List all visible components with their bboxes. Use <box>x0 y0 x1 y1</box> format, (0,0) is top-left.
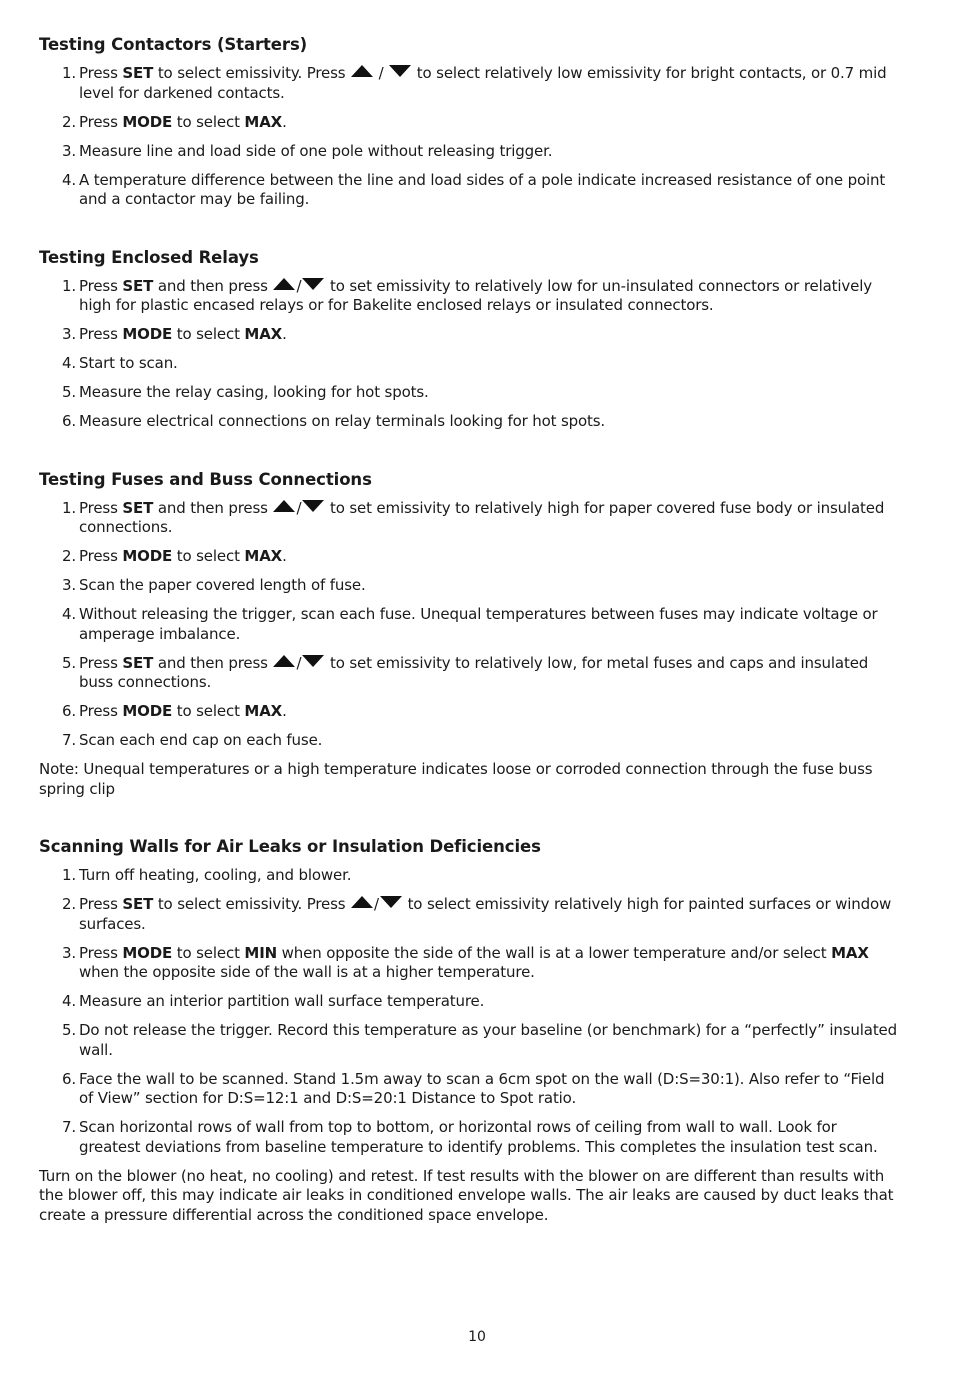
step-text: when opposite the side of the wall is at a lower temperature and/or select <box>277 943 832 962</box>
bold-text: MAX <box>831 943 869 962</box>
step-text: Scan horizontal rows of wall from top to bottom, or horizontal rows of ceiling from wall to wall. Look for greatest deviations from baseline temperature to identify problems. This completes the insulation test scan. <box>79 1118 878 1156</box>
section <box>39 34 901 210</box>
step-text: and then press <box>153 498 273 517</box>
list-item <box>39 605 901 644</box>
step-number: 7. <box>62 731 77 749</box>
bold-text: SET <box>122 653 154 672</box>
step-text: to select emissivity. Press <box>153 895 351 913</box>
step-text: / <box>374 895 379 913</box>
list-item <box>39 325 901 345</box>
step-number: 3. <box>62 325 77 343</box>
up-arrow-icon <box>351 896 373 908</box>
step-text: Measure the relay casing, looking for hot spots. <box>79 383 429 401</box>
section <box>39 469 901 800</box>
step-text: and then press <box>153 276 273 295</box>
step-text: Scan each end cap on each fuse. <box>79 731 323 749</box>
step-text: Press <box>79 653 123 672</box>
list-item <box>39 354 901 374</box>
step-number: 2. <box>62 895 77 913</box>
list-item <box>39 1070 901 1109</box>
step-number: 3. <box>62 943 77 962</box>
bold-text: MIN <box>244 943 278 962</box>
step-text: . <box>282 547 287 565</box>
page-number: 10 <box>468 1329 486 1345</box>
step-text: to select emissivity. Press <box>153 64 351 82</box>
section-heading: Testing Contactors (Starters) <box>39 35 308 54</box>
step-text: Press <box>79 325 123 343</box>
section-heading: Testing Enclosed Relays <box>39 247 259 267</box>
list-item <box>39 412 901 432</box>
step-text: . <box>282 325 287 343</box>
step-number: 7. <box>62 1118 77 1136</box>
step-text: Measure an interior partition wall surface temperature. <box>79 992 485 1010</box>
list-item <box>39 576 901 596</box>
step-text: Press <box>79 547 123 565</box>
up-arrow-icon <box>273 278 295 290</box>
up-arrow-icon <box>273 655 295 667</box>
down-arrow-icon <box>302 278 324 290</box>
step-number: 1. <box>62 276 77 295</box>
step-text: Measure line and load side of one pole without releasing trigger. <box>79 141 553 160</box>
section <box>39 836 901 1225</box>
step-text: Press <box>79 702 123 720</box>
step-text: / <box>296 498 302 517</box>
step-text: when the opposite side of the wall is at a higher temperature. <box>79 963 535 981</box>
note-text: Note: Unequal temperatures or a high temperature indicates loose or corroded connection through the fuse buss spring clip <box>39 760 873 798</box>
step-text: Turn off heating, cooling, and blower. <box>79 866 352 884</box>
step-text: / <box>296 653 302 672</box>
step-number: 5. <box>62 1021 77 1039</box>
step-number: 2. <box>62 112 77 131</box>
step-text: to set emissivity to relatively low for un-insulated connectors or relatively high for plastic encased relays or for Bakelite enclosed relays or insulated connectors. <box>79 276 872 314</box>
bold-text: MAX <box>244 702 283 720</box>
step-text: to select <box>172 702 245 720</box>
step-number: 2. <box>62 547 77 565</box>
list-item <box>39 654 901 693</box>
down-arrow-icon <box>302 500 324 512</box>
step-text: Press <box>79 498 123 517</box>
bold-text: SET <box>122 498 154 517</box>
step-text: to select relatively low emissivity for bright contacts, or 0.7 mid level for darkened contacts. <box>79 64 887 102</box>
section <box>39 247 901 432</box>
step-text: to set emissivity to relatively low, for metal fuses and caps and insulated buss connections. <box>79 653 869 691</box>
list-item <box>39 64 901 103</box>
bold-text: SET <box>122 64 154 82</box>
step-number: 4. <box>62 605 77 623</box>
bold-text: MODE <box>122 112 173 131</box>
list-item <box>39 1118 901 1157</box>
bold-text: SET <box>122 895 154 913</box>
step-text: A temperature difference between the line and load sides of a pole indicate increased resistance of one point and a contactor may be failing. <box>79 170 886 208</box>
list-item <box>39 731 901 751</box>
step-list <box>39 64 901 210</box>
step-number: 6. <box>62 1069 77 1088</box>
step-text: to select emissivity relatively high for painted surfaces or window surfaces. <box>79 895 892 933</box>
step-number: 1. <box>62 64 77 82</box>
step-text: Scan the paper covered length of fuse. <box>79 576 366 594</box>
section-heading: Testing Fuses and Buss Connections <box>39 469 372 489</box>
step-number: 5. <box>62 383 77 401</box>
step-text: and then press <box>153 653 273 672</box>
step-text: Without releasing the trigger, scan each fuse. Unequal temperatures between fuses may indicate voltage or amperage imbalance. <box>79 605 878 643</box>
step-number: 6. <box>62 412 77 430</box>
step-number: 4. <box>62 992 77 1010</box>
step-text: Do not release the trigger. Record this temperature as your baseline (or benchmark) for a “perfectly” insulated wall. <box>79 1021 897 1059</box>
down-arrow-icon <box>302 655 324 667</box>
step-number: 4. <box>62 170 77 189</box>
step-text: Press <box>79 276 123 295</box>
step-number: 4. <box>62 354 77 372</box>
up-arrow-icon <box>351 65 373 77</box>
bold-text: MODE <box>122 943 173 962</box>
bold-text: MAX <box>244 325 283 343</box>
list-item <box>39 992 901 1012</box>
step-number: 1. <box>62 866 77 884</box>
bold-text: MODE <box>122 325 173 343</box>
list-item <box>39 547 901 567</box>
step-text: to select <box>172 112 245 131</box>
step-number: 6. <box>62 702 77 720</box>
list-item <box>39 171 901 210</box>
step-list <box>39 499 901 751</box>
step-text: Start to scan. <box>79 354 178 372</box>
step-text: Press <box>79 112 123 131</box>
step-list <box>39 866 901 1157</box>
document-page <box>39 34 901 1225</box>
step-text: / <box>374 64 389 82</box>
bold-text: MODE <box>122 702 173 720</box>
list-item <box>39 944 901 983</box>
step-text: to select <box>172 547 245 565</box>
step-text: Press <box>79 895 123 913</box>
down-arrow-icon <box>380 896 402 908</box>
step-text: to select <box>172 325 245 343</box>
list-item <box>39 113 901 133</box>
step-text: . <box>282 702 287 720</box>
step-text: to set emissivity to relatively high for paper covered fuse body or insulated connections. <box>79 498 885 536</box>
step-text: Face the wall to be scanned. Stand 1.5m away to scan a 6cm spot on the wall (D:S=30:1). Also refer to “Field of View” section for D:S=12:1 and D:S=20:1 Distance to Spot ratio. <box>79 1069 885 1107</box>
section-heading: Scanning Walls for Air Leaks or Insulation Deficiencies <box>39 837 541 856</box>
step-text: Press <box>79 943 123 962</box>
step-number: 3. <box>62 141 77 160</box>
step-number: 5. <box>62 653 77 672</box>
step-text: Press <box>79 64 123 82</box>
bold-text: MAX <box>244 547 283 565</box>
step-text: Measure electrical connections on relay terminals looking for hot spots. <box>79 412 606 430</box>
list-item <box>39 895 901 934</box>
list-item <box>39 277 901 316</box>
list-item <box>39 702 901 722</box>
list-item <box>39 383 901 403</box>
list-item <box>39 866 901 886</box>
step-number: 3. <box>62 576 77 594</box>
step-text: / <box>296 276 302 295</box>
note-text: Turn on the blower (no heat, no cooling) and retest. If test results with the blower on are different than results with the blower off, this may indicate air leaks in conditioned envelope walls. The air leaks are caused by duct leaks that create a pressure differential across the conditioned space envelope. <box>39 1166 894 1224</box>
step-text: to select <box>172 943 245 962</box>
bold-text: SET <box>122 276 154 295</box>
up-arrow-icon <box>273 500 295 512</box>
list-item <box>39 142 901 162</box>
down-arrow-icon <box>389 65 411 77</box>
list-item <box>39 1021 901 1060</box>
step-list <box>39 277 901 432</box>
step-number: 1. <box>62 498 77 517</box>
bold-text: MAX <box>244 112 283 131</box>
list-item <box>39 499 901 538</box>
step-text: . <box>282 112 287 131</box>
bold-text: MODE <box>122 547 173 565</box>
